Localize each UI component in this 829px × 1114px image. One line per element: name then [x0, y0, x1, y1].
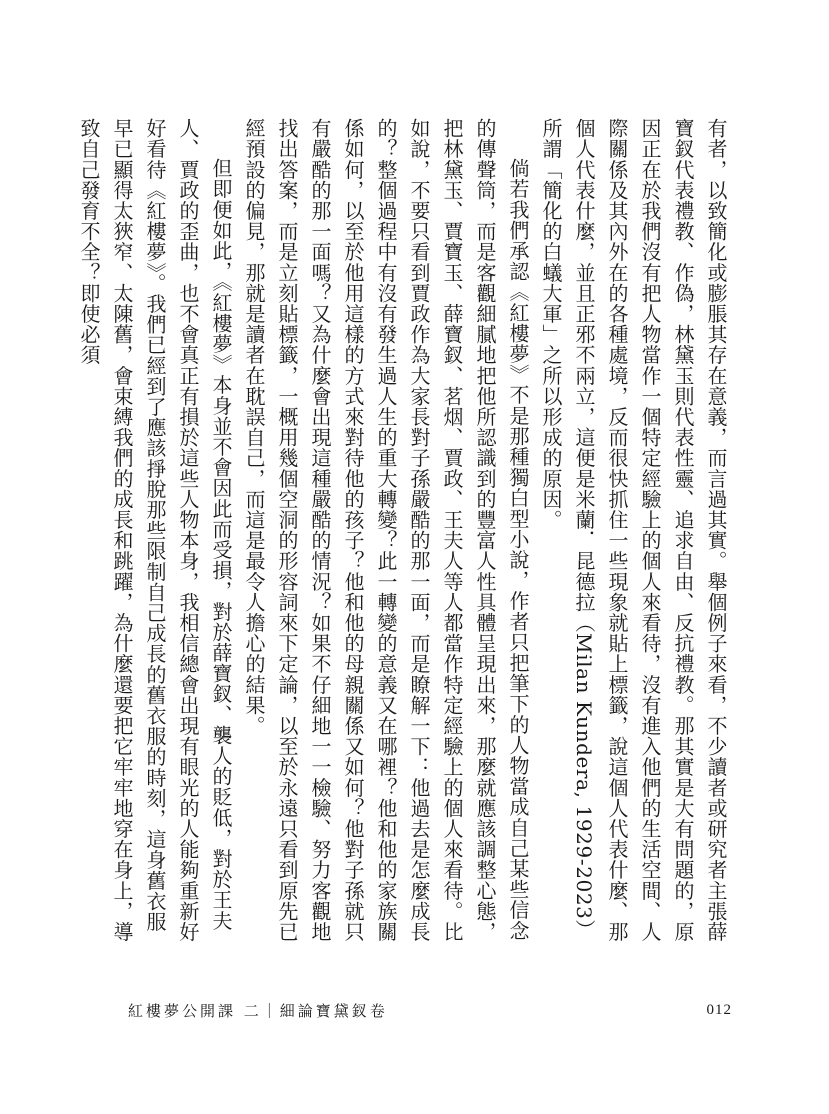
- page-footer: [128, 995, 732, 1025]
- body-paragraph-2: 倘若我們承認《紅樓夢》不是那種獨白型小說，作者只把筆下的人物當成自己某些信念的傳聲筒，而是客觀細膩地把他所認識到的豐富人性具體呈現出來，那麼就應該調整心態，把林黛玉、賈寶玉、薛寶釵、茗烟、賈政、王夫人等人都當作特定經驗上的個人來看待。比如說，不要只看到賈政作為大家長對子孫嚴酷的那一面，而是瞭解一下：他過去是怎麼成長的？整個過程中有沒有發生過人生的重大轉變？此一轉變的意義又在哪裡？他和他的家族關係如何，以至於他用這樣的方式來對待他的孩子？他和他的母親關係又如何？他對子孫就只有嚴酷的那一面嗎？又為什麼會出現這種嚴酷的情況？如果不仔細地一一檢驗、努力客觀地找出答案，而是立刻貼標籤，一概用幾個空洞的形容詞來下定論，以至於永遠只看到原先已經預設的偏見，那就是讀者在耽誤自己，而這是最令人擔心的結果。: [242, 118, 530, 942]
- body-paragraph-3: 但即便如此，《紅樓夢》本身並不會因此而受損，對於薛寶釵、襲人的貶低，對於王夫人、賈政的歪曲，也不會真正有損於這些人物本身，我相信總會出現有眼光的人能夠重新好好看待《紅樓夢》。我們已經到了應該掙脫那些限制自己成長的舊衣服的時刻，這身舊衣服早已顯得太狹窄、太陳舊，會束縛我們的成長和跳躍，為什麼還要把它牢牢地穿在身上，導致自己發育不全？即使必須: [77, 118, 233, 942]
- page-number: 012: [706, 1001, 732, 1018]
- running-title: 紅樓夢公開課 二｜細論寶黛釵卷: [128, 1001, 388, 1020]
- vertical-text-body: [77, 118, 732, 950]
- body-paragraph-1: 有者，以致簡化或膨脹其存在意義，而言過其實。舉個例子來看，不少讀者或研究者主張薛寶釵代表禮教、作偽，林黛玉則代表性靈、追求自由、反抗禮教。那其實是大有問題的，原因正在於我們沒有把人物當作一個特定經驗上的個人來看待，沒有進入他們的生活空間、人際關係及其內外在的各種處境，反而很快抓住一些現象就貼上標籤，說這個人代表什麼、那個人代表什麼，並且正邪不兩立，這便是米蘭．昆德拉（Milan Kundera, 1929-2023）所謂「簡化的白蟻大軍」之所以形成的原因。: [539, 118, 728, 942]
